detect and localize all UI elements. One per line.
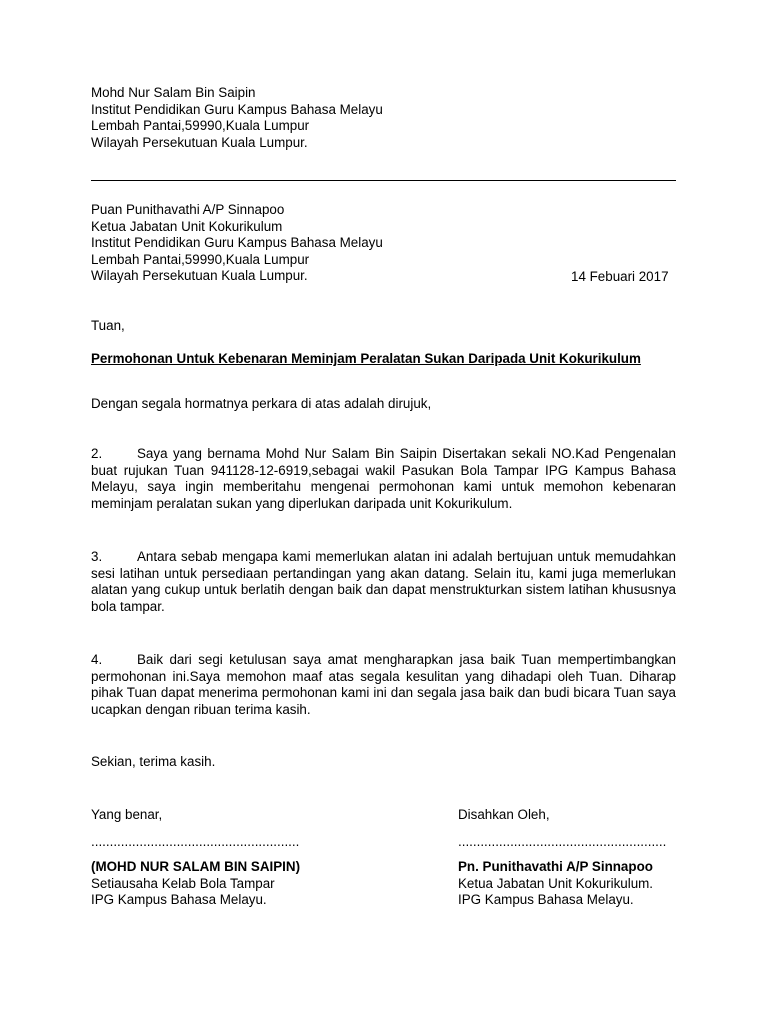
recipient-name: Puan Punithavathi A/P Sinnapoo xyxy=(91,202,285,217)
header-divider xyxy=(91,180,676,181)
signature-right xyxy=(458,807,666,909)
closing-line: Sekian, terima kasih. xyxy=(91,754,216,769)
paragraph-3 xyxy=(91,549,676,615)
salutation: Tuan, xyxy=(91,318,125,333)
paragraph-number: 3. xyxy=(91,549,103,564)
recipient-address-line: Lembah Pantai,59990,Kuala Lumpur xyxy=(91,251,310,267)
signatory-organisation: IPG Kampus Bahasa Melayu. xyxy=(458,892,634,907)
paragraph-text: Saya yang bernama Mohd Nur Salam Bin Saipin Disertakan sekali NO.Kad Pengenalan buat rujukan Tuan 941128-12-6919,sebagai wakil Pasukan Bola Tampar IPG Kampus Bahasa Melayu, saya ingin memberitahu mengenai permohonan kami untuk memohon kebenaran meminjam peralatan sukan yang diperlukan daripada unit Kokurikulum. xyxy=(91,446,676,511)
sender-address xyxy=(91,85,676,151)
paragraph-text: Antara sebab mengapa kami memerlukan alatan ini adalah bertujuan untuk memudahkan sesi latihan untuk persediaan pertandingan yang akan datang. Selain itu, kami juga memerlukan alatan yang cukup untuk berlatih dengan baik dan dapat menstrukturkan sistem latihan khususnya bola tampar. xyxy=(91,549,676,614)
paragraph-number: 2. xyxy=(91,446,103,461)
recipient-address-line: Institut Pendidikan Guru Kampus Bahasa Melayu xyxy=(91,235,383,250)
sender-name: Mohd Nur Salam Bin Saipin xyxy=(91,85,256,100)
signature-label: Disahkan Oleh, xyxy=(458,807,550,822)
signature-line: ........................................................ xyxy=(91,833,300,849)
signature-line: ........................................................ xyxy=(458,833,667,849)
paragraph-2 xyxy=(91,446,676,512)
paragraph-text: Baik dari segi ketulusan saya amat mengharapkan jasa baik Tuan mempertimbangkan permohonan ini.Saya memohon maaf atas segala kesulitan yang dihadapi oleh Tuan. Diharap pihak Tuan dapat menerima permohonan kami ini dan segala jasa baik dan budi bicara Tuan saya ucapkan dengan ribuan terima kasih. xyxy=(91,652,676,717)
letter-subject: Permohonan Untuk Kebenaran Meminjam Peralatan Sukan Daripada Unit Kokurikulum xyxy=(91,351,641,366)
sender-address-line: Wilayah Persekutuan Kuala Lumpur. xyxy=(91,134,308,150)
sender-address-line: Institut Pendidikan Guru Kampus Bahasa Melayu xyxy=(91,101,383,117)
paragraph-number: 4. xyxy=(91,652,103,667)
opening-line: Dengan segala hormatnya perkara di atas adalah dirujuk, xyxy=(91,396,432,411)
signatory-title: Setiausaha Kelab Bola Tampar xyxy=(91,875,275,891)
sender-address-line: Lembah Pantai,59990,Kuala Lumpur xyxy=(91,118,310,133)
recipient-address-line: Wilayah Persekutuan Kuala Lumpur. xyxy=(91,268,308,283)
letter-date: 14 Febuari 2017 xyxy=(571,269,669,284)
signatory-organisation: IPG Kampus Bahasa Melayu. xyxy=(91,892,267,907)
signatory-name: (MOHD NUR SALAM BIN SAIPIN) xyxy=(91,859,301,874)
signatory-title: Ketua Jabatan Unit Kokurikulum. xyxy=(458,875,654,891)
paragraph-4 xyxy=(91,652,676,718)
signature-label: Yang benar, xyxy=(91,807,163,822)
signature-left xyxy=(91,807,300,909)
signatory-name: Pn. Punithavathi A/P Sinnapoo xyxy=(458,859,653,874)
recipient-position: Ketua Jabatan Unit Kokurikulum xyxy=(91,218,283,234)
